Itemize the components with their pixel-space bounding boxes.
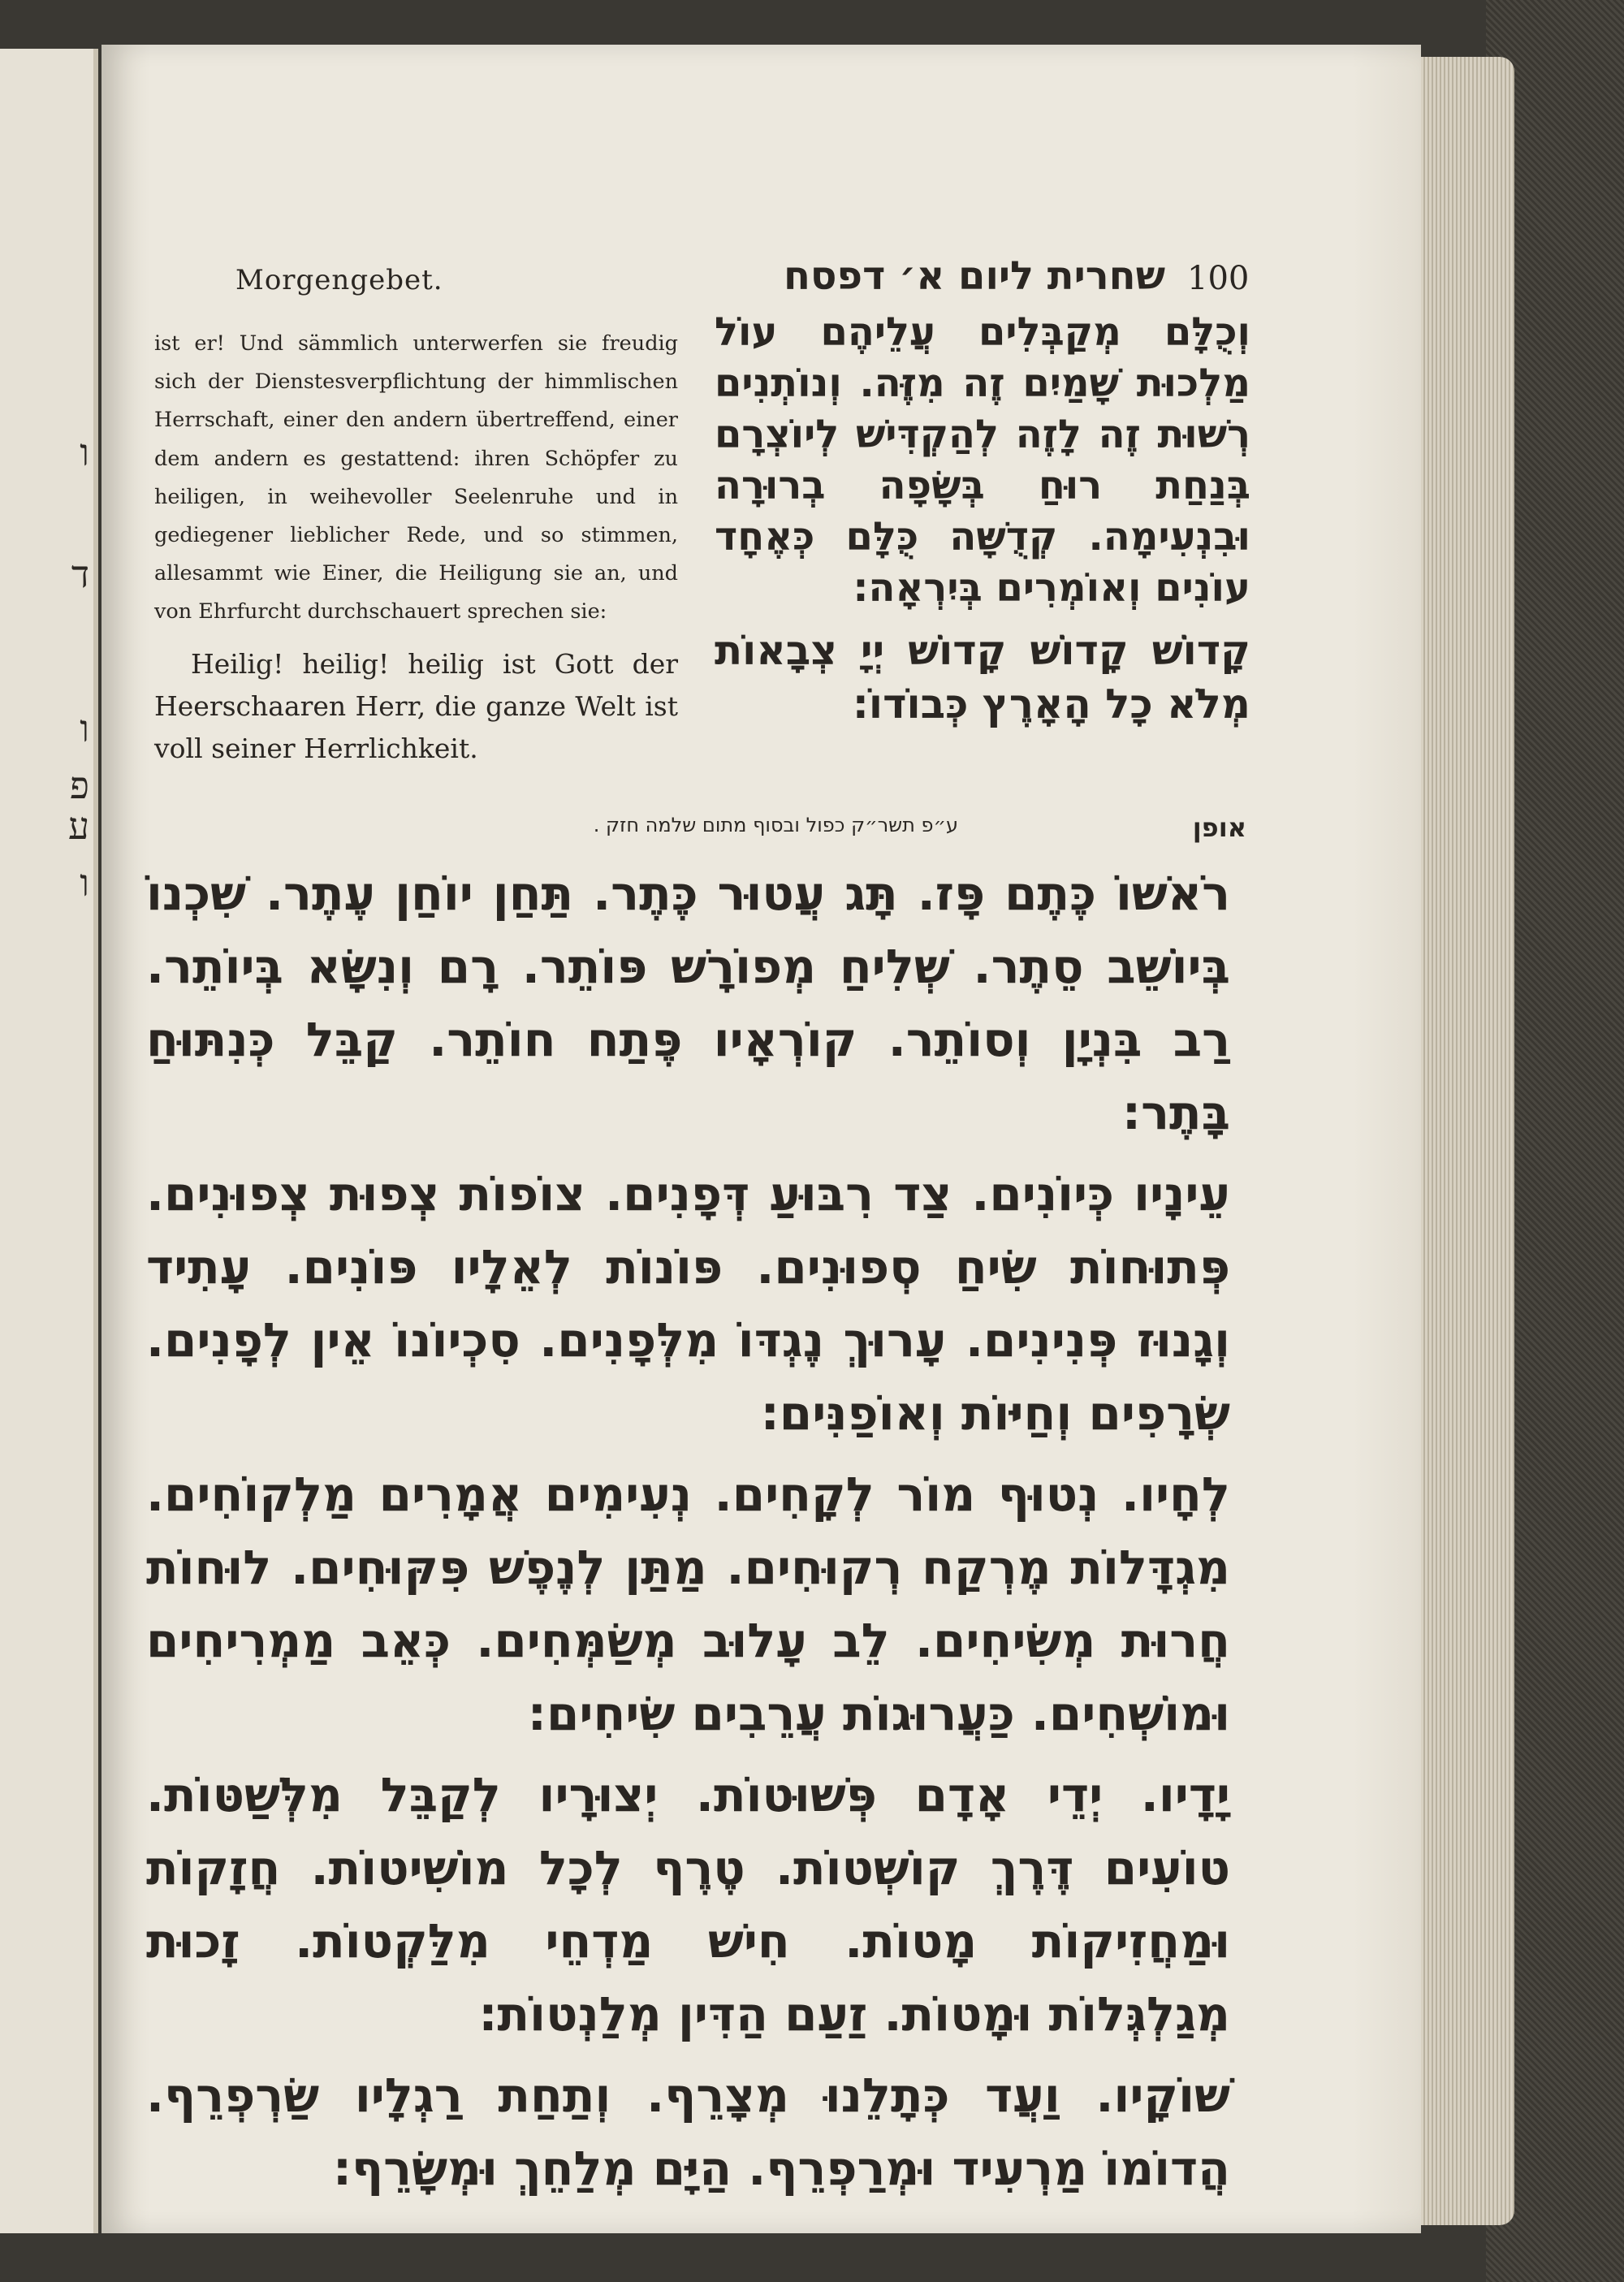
german-translation — [154, 325, 678, 770]
hebrew-kedusha: קָדוֹשׁ קָדוֹשׁ קָדוֹשׁ יְיָ צְבָאוֹת מְלֹא כָל הָאָרֶץ כְּבוֹדוֹ: — [715, 627, 1250, 728]
page-fragment: ד — [71, 552, 89, 596]
page-fragment: ע — [67, 804, 89, 848]
hebrew-prayer-column — [715, 307, 1250, 731]
page-fore-edge — [1417, 57, 1514, 2225]
german-paragraph: ist er! Und sämmlich unterwerfen sie freudig sich der Dienstesverpflichtung der himmlischen Herrschaft, einer den andern übertreffend, einer dem andern es gestattend: ihren Schöpfer zu heiligen, in weihevoller Seelenruhe und in gediegener lieblicher Rede, und so stimmen, allesammt wie Einer, die Heiligung sie an, und von Ehrfurcht durchschauert sprechen sie: — [154, 331, 678, 625]
running-head-hebrew: שחרית ליום א׳ דפסח — [783, 253, 1165, 299]
poem-stanza: רֹאשׁוֹ כֶּתֶם פָּז. תָּג עֲטוּר כֶּתֶר. תַּחַן יוֹחַן עֶתֶר. שִׁכְנוֹ בְּיוֹשֵׁב סֵתֶר. שְׁלִיחַ מְפוֹרָשׁ פּוֹתֵר. רָם וְנִשָּׂא בְּיוֹתֵר. רַב בִּנְיָן וְסוֹתֵר. קוֹרְאָיו פֶּתַח חוֹתֵר. קַבֵּל כְּנִתּוּחַ בָּתֶר: — [146, 866, 1230, 1140]
page-number: 100 — [1187, 260, 1250, 297]
poem-stanza: שׁוֹקָיו. וַעֲד כְּתָלֵנוּ מְצָרֵף. וְתַחַת רַגְלָיו שַׂרְפְרֵף. הֲדוֹמוֹ מַרְעִיד וּמְרַפְרֵף. הַיָּם מְלַחֵךְ וּמְשָׂרֵף: — [146, 2068, 1230, 2196]
hebrew-paragraph: וְכֻלָּם מְקַבְּלִים עֲלֵיהֶם עוֹל מַלְכוּת שָׁמַיִם זֶה מִזֶּה. וְנוֹתְנִים רְשׁוּת זֶה לָזֶה לְהַקְדִּישׁ לְיוֹצְרָם בְּנַחַת רוּחַ בְּשָׂפָה בְרוּרָה וּבִנְעִימָה. קְדֻשָּׁה כֻּלָּם כְּאֶחָד עוֹנִים וְאוֹמְרִים בְּיִרְאָה: — [715, 309, 1250, 611]
ofan-label: אופן — [1192, 812, 1246, 843]
previous-page-edge — [0, 49, 98, 2233]
poem-stanza: לְחָיו. נְטוּף מוֹר לְקָחִים. נְעִימִים אֲמָרִים מַלְקוֹחִים. מִגְדָּלוֹת מֶרְקַח רְקוּחִים. מַתַּן לְנֶפֶשׁ פִּקּוּחִים. לוּחוֹת חֲרוּת מְשִׂיחִים. לֵב עָלוּב מְשַׂמְּחִים. כְּאֵב מַמְרִיחִים וּמוֹשְׁחִים. כַּעֲרוּגוֹת עֲרֵבִים שִׂיחִים: — [146, 1467, 1230, 1741]
page-fragment: ו — [80, 861, 89, 905]
poem-stanza: עֵינָיו כְּיוֹנִים. צַד רִבּוּעַ דְּפָנִים. צוֹפוֹת צְפוּת צְפוּנִים. פְּתוּחוֹת שִׂיחַ סְפוּנִים. פּוֹנוֹת לְאֵלָיו פּוֹנִים. עָתִיד וְגָנוּז פְּנִינִים. עָרוּךְ נֶגְדּוֹ מִלְּפָנִים. סִכְיוֹנוֹ אֵין לְפָנִים. שְׂרָפִים וְחַיּוֹת וְאוֹפַנִּים: — [146, 1166, 1230, 1441]
page-fragment: ו — [80, 707, 89, 750]
ofan-poem — [146, 857, 1230, 2213]
running-head-german: Morgengebet. — [235, 264, 443, 296]
poem-stanza: יָדָיו. יְדֵי אָדָם פְּשׁוּטוֹת. יְצוּרָיו לְקַבֵּל מִלְּשַׁטּוֹת. טוֹעִים דֶּרֶךְ קוֹשְׁטוֹת. טֶרֶף לְכָל מוֹשִׁיטוֹת. חֲזָקוֹת וּמַחֲזִיקוֹת מָטוֹת. חִישׁ מַדְחֵי מִלַּקְטוֹת. זָכוּת מְגַלְגְּלוֹת וּמָטוֹת. זַעַם הַדִּין מְלַנְטוֹת: — [146, 1767, 1230, 2042]
german-kedusha: Heilig! heilig! heilig ist Gott der Heerschaaren Herr, die ganze Welt ist voll seiner Herrlichkeit. — [154, 647, 678, 764]
acrostic-note: ע״פ תשר״ק כפול ובסוף מתום שלמה חזק . — [593, 814, 958, 836]
page-fragment: ו — [80, 430, 89, 474]
page-fragment: פ — [69, 763, 89, 807]
